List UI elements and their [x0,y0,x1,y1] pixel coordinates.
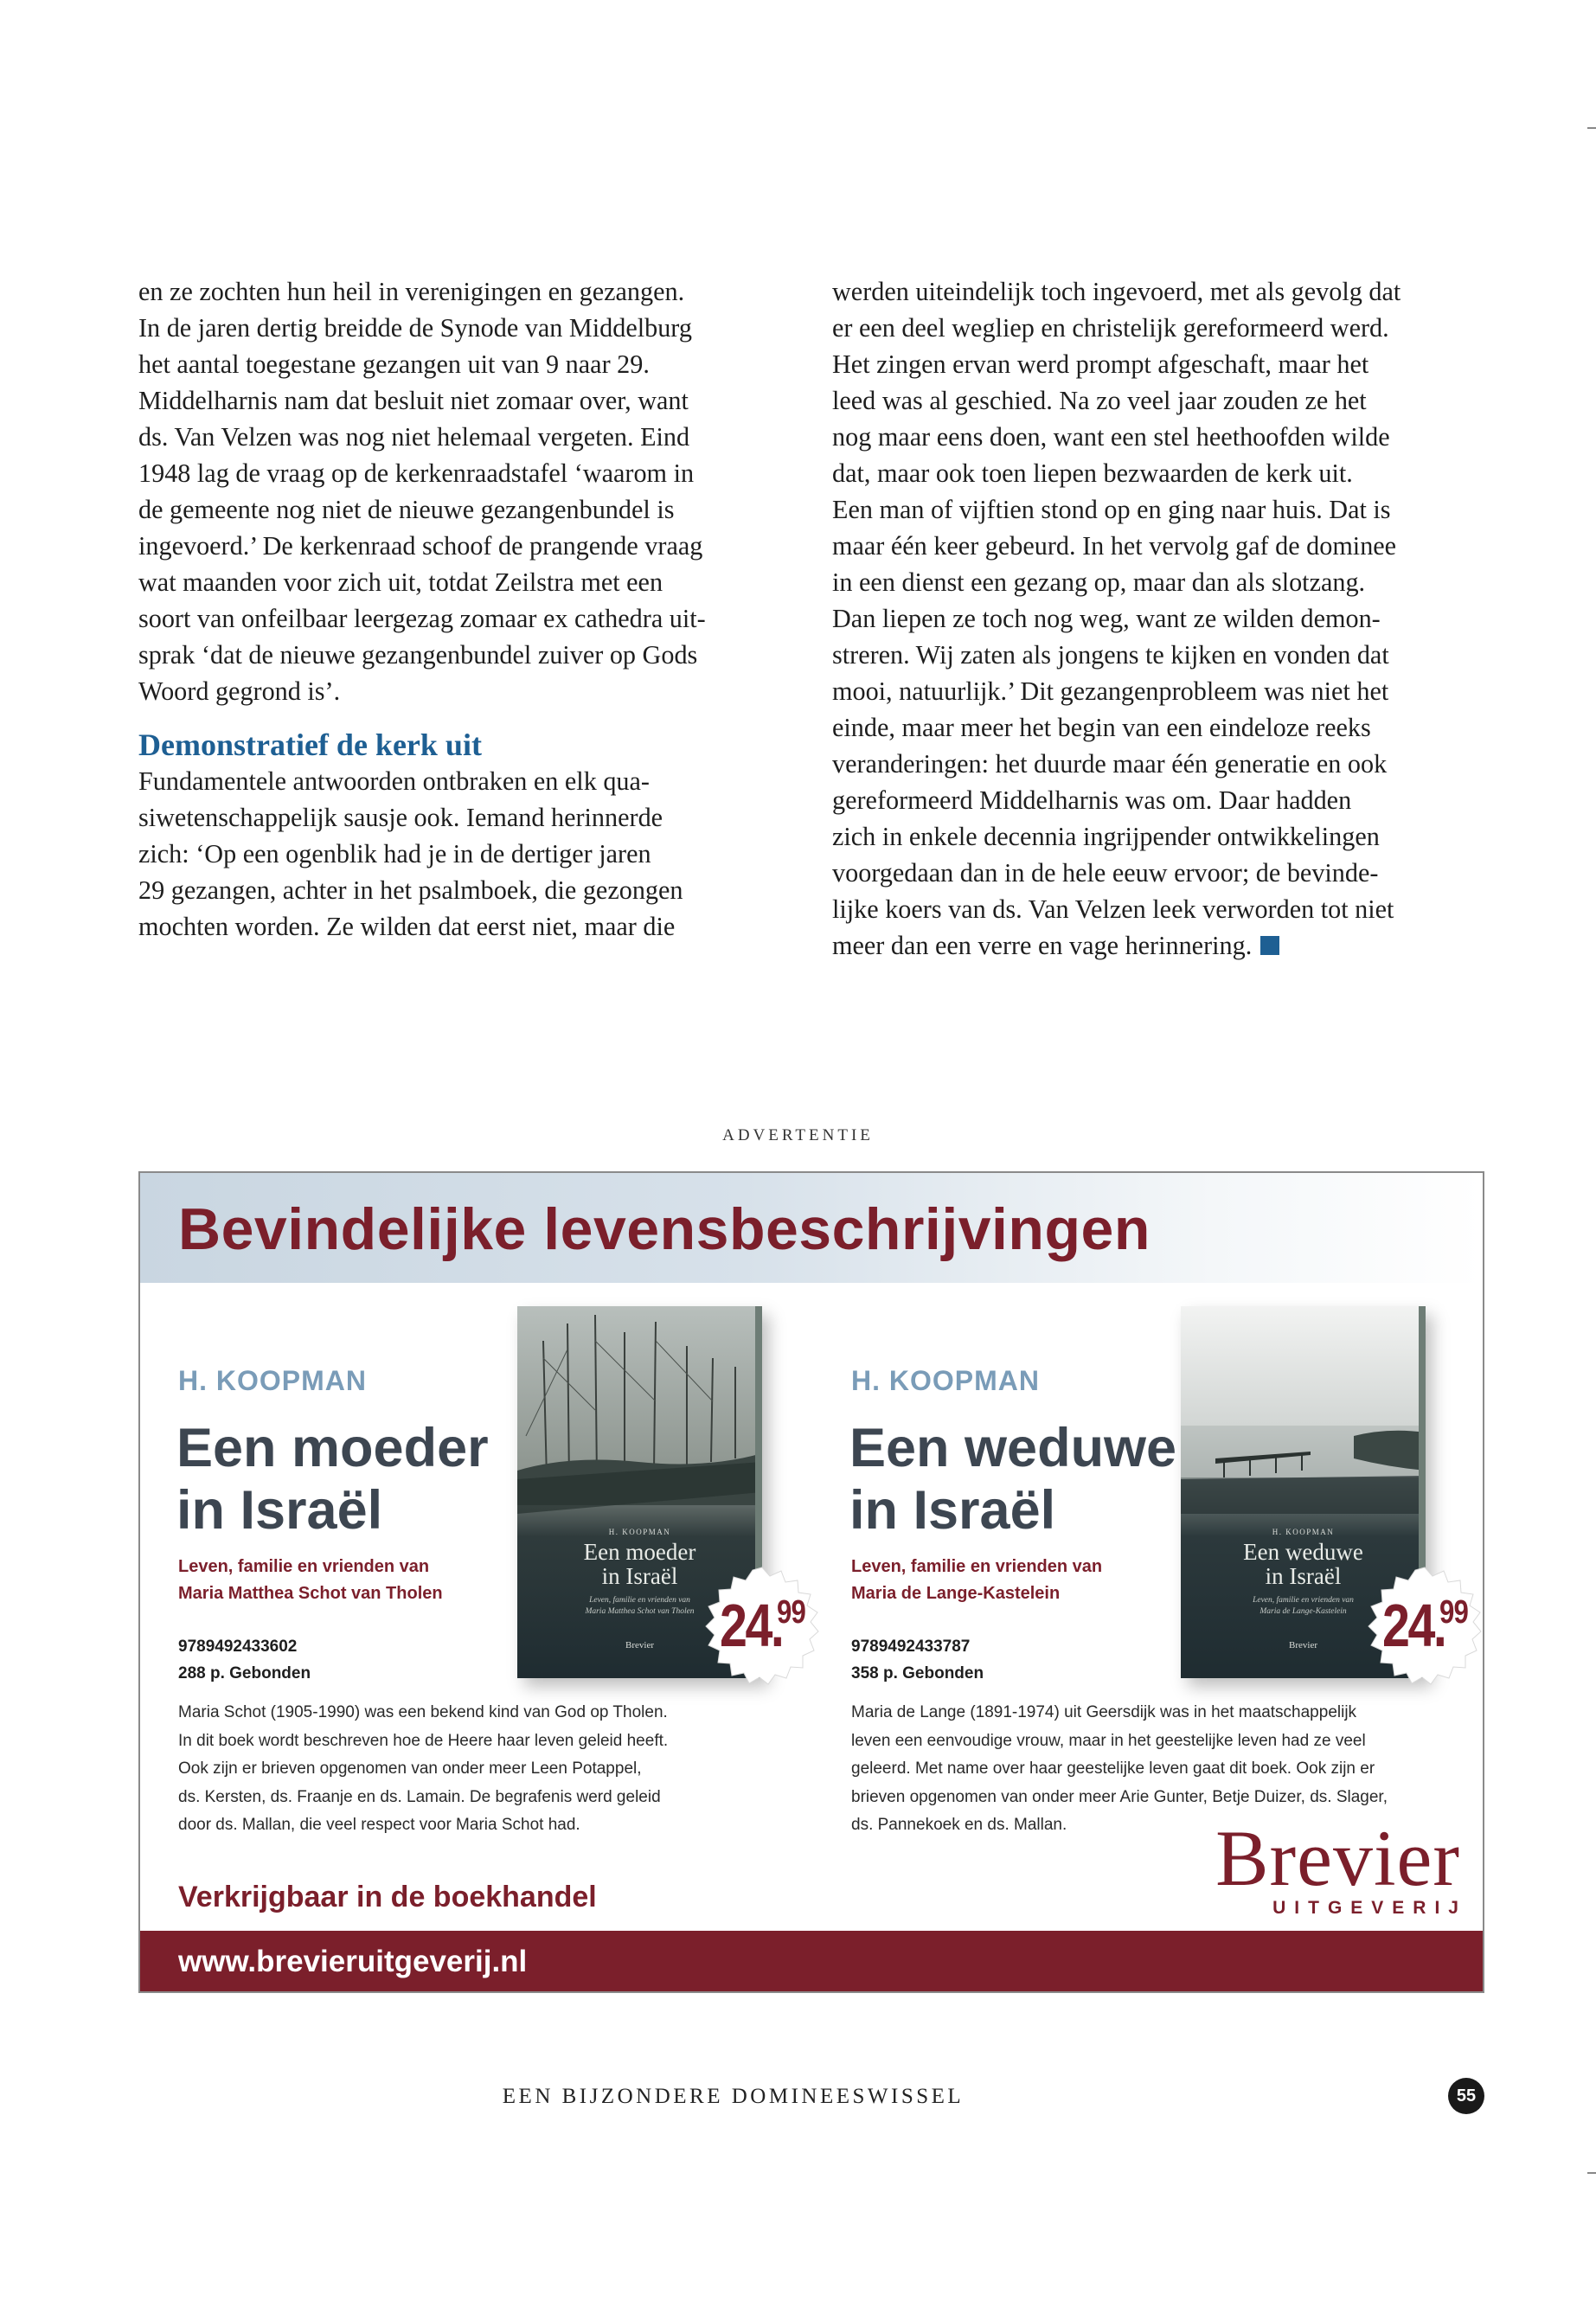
article-column-right [832,273,1497,964]
brevier-logo [1215,1814,1467,1919]
text-line: gereformeerd Middelharnis was om. Daar hadden [832,785,1352,815]
price-cents: 99 [1439,1594,1469,1631]
description-line: ds. Pannekoek en ds. Mallan. [851,1816,1067,1834]
price-main: 24. [1382,1592,1445,1659]
description-line: geleerd. Met name over haar geestelijke leven gaat dit boek. Ook zijn er [851,1759,1375,1778]
website-link[interactable]: www.brevieruitgeverij.nl [178,1945,528,1978]
book-subtitle [851,1554,1102,1607]
text-line: In de jaren dertig breidde de Synode van Middelburg [138,313,692,343]
availability-text: Verkrijgbaar in de boekhandel [178,1881,597,1913]
article-paragraph [138,763,803,945]
text-line: voorgedaan dan in de hele eeuw ervoor; de bevinde- [832,858,1379,888]
description-line: leven een eenvoudige vrouw, maar in het geestelijke leven had ze veel [851,1731,1366,1750]
book-subtitle-line: Leven, familie en vrienden van [178,1557,430,1576]
text-line: nog maar eens doen, want een stel heethoofden wilde [832,422,1390,452]
book-title [176,1417,489,1541]
book-title-line: in Israël [849,1480,1056,1541]
text-line: 1948 lag de vraag op de kerkenraadstafel ‘waarom in [138,458,695,488]
price-cents: 99 [777,1594,806,1631]
cover-subtitle-line: Leven, familie en vrienden van [1253,1596,1354,1605]
book-description [178,1699,668,1840]
article-column-left [138,273,803,945]
text-line: sprak ‘dat de nieuwe gezangenbundel zuiver op Gods [138,640,698,670]
text-line: leed was al geschied. Na zo veel jaar zouden ze het [832,386,1367,415]
text-line: Middelharnis nam dat besluit niet zomaar over, want [138,386,689,415]
brand-name: Brevier [1215,1814,1460,1902]
cover-subtitle-line: Maria Matthea Schot van Tholen [585,1607,695,1616]
text-line: in een dienst een gezang op, maar dan als slotzang. [832,567,1366,597]
book-subtitle-line: Leven, familie en vrienden van [851,1557,1103,1576]
text-line: Een man of vijftien stond op en ging naar huis. Dat is [832,495,1391,524]
book-title [849,1417,1176,1541]
book-isbn: 9789492433602 [178,1638,298,1656]
text-line: ingevoerd.’ De kerkenraad schoof de prangende vraag [138,531,703,561]
crop-mark [1587,127,1596,129]
text-line: en ze zochten hun heil in verenigingen en gezangen. [138,277,685,306]
book-meta [178,1633,311,1687]
book-subtitle-line: Maria Matthea Schot van Tholen [178,1584,443,1603]
text-line: zich in enkele decennia ingrijpender ontwikkelingen [832,822,1380,851]
cover-title-line: Een weduwe [1243,1539,1363,1565]
book-meta [851,1633,984,1687]
book-format: 358 p. Gebonden [851,1664,984,1682]
text-line: Dan liepen ze toch nog weg, want ze wilden demon- [832,604,1381,633]
ad-footer-bar [140,1931,1483,1993]
text-line: Het zingen ervan werd prompt afgeschaft, maar het [832,349,1369,379]
page-number: 55 [1448,2078,1484,2114]
cover-subtitle-line: Leven, familie en vrienden van [589,1596,690,1605]
description-line: Maria de Lange (1891-1974) uit Geersdijk was in het maatschappelijk [851,1703,1357,1721]
book-format: 288 p. Gebonden [178,1664,311,1682]
text-line: er een deel wegliep en christelijk gereformeerd werd. [832,313,1389,343]
text-line: siwetenschappelijk sausje ook. Iemand herinnerde [138,803,663,832]
text-line: de gemeente nog niet de nieuwe gezangenbundel is [138,495,675,524]
running-footer-title: EEN BIJZONDERE DOMINEESWISSEL [502,2085,965,2108]
text-line: Fundamentele antwoorden ontbraken en elk qua- [138,766,650,796]
crop-mark [1587,2172,1596,2174]
text-line: meer dan een verre en vage herinnering. [832,927,1497,964]
text-line: Woord gegrond is’. [138,676,341,706]
description-line: door ds. Mallan, die veel respect voor Maria Schot had. [178,1816,580,1834]
book-subtitle-line: Maria de Lange-Kastelein [851,1584,1061,1603]
text-line: veranderingen: het duurde maar één generatie en ook [832,749,1388,779]
article-paragraph [138,273,803,709]
description-line: Maria Schot (1905-1990) was een bekend kind van God op Tholen. [178,1703,668,1721]
text-line: werden uiteindelijk toch ingevoerd, met als gevolg dat [832,277,1401,306]
text-line: lijke koers van ds. Van Velzen leek verworden tot niet [832,894,1394,924]
book-title-line: Een weduwe [849,1418,1177,1478]
text-line: maar één keer gebeurd. In het vervolg gaf de dominee [832,531,1397,561]
book-author: H. KOOPMAN [178,1365,367,1396]
book-isbn: 9789492433787 [851,1638,971,1656]
cover-title-line: Een moeder [583,1539,696,1565]
book-title-line: in Israël [176,1480,383,1541]
text-line: het aantal toegestane gezangen uit van 9 naar 29. [138,349,650,379]
text-line: ds. Van Velzen was nog niet helemaal vergeten. Eind [138,422,690,452]
text-line: streren. Wij zaten als jongens te kijken en vonden dat [832,640,1389,670]
text-line: mochten worden. Ze wilden dat eerst niet, maar die [138,912,676,941]
cover-title-line: in Israël [601,1563,678,1589]
cover-publisher: Brevier [1289,1640,1317,1650]
text-line: dat, maar ook toen liepen bezwaarden de kerk uit. [832,458,1353,488]
price-badge [701,1566,824,1689]
cover-publisher: Brevier [625,1640,654,1650]
cover-author: H. KOOPMAN [1272,1528,1335,1536]
book-subtitle [178,1554,443,1607]
article-end-mark [1260,936,1279,955]
description-line: Ook zijn er brieven opgenomen van onder meer Leen Potappel, [178,1759,642,1778]
ad-header-band [140,1173,1483,1283]
price-main: 24. [720,1592,783,1659]
cover-title-line: in Israël [1265,1563,1342,1589]
description-line: In dit boek wordt beschreven hoe de Heere haar leven geleid heeft. [178,1731,669,1750]
brand-tagline: UITGEVERIJ [1272,1898,1467,1918]
article-paragraph [832,273,1497,964]
book-author: H. KOOPMAN [851,1365,1040,1396]
cover-author: H. KOOPMAN [608,1528,671,1536]
text-line: wat maanden voor zich uit, totdat Zeilstra met een [138,567,663,597]
description-line: brieven opgenomen van onder meer Arie Gunter, Betje Duizer, ds. Slager, [851,1787,1388,1806]
text-line: zich: ‘Op een ogenblik had je in de dertiger jaren [138,839,651,868]
text-line: einde, maar meer het begin van een eindeloze reeks [832,713,1371,742]
section-heading: Demonstratief de kerk uit [138,727,482,762]
advertisement [138,1171,1484,1993]
text-line: mooi, natuurlijk.’ Dit gezangenprobleem was niet het [832,676,1389,706]
book-title-line: Een moeder [176,1418,489,1478]
text-line: soort van onfeilbaar leergezag zomaar ex cathedra uit- [138,604,706,633]
text-line: 29 gezangen, achter in het psalmboek, die gezongen [138,875,683,905]
description-line: ds. Kersten, ds. Fraanje en ds. Lamain. De begrafenis werd geleid [178,1787,661,1806]
price-badge [1363,1566,1484,1689]
ad-title: Bevindelijke levensbeschrijvingen [178,1196,1151,1262]
advertisement-label: ADVERTENTIE [722,1126,874,1144]
cover-subtitle-line: Maria de Lange-Kastelein [1259,1607,1347,1616]
